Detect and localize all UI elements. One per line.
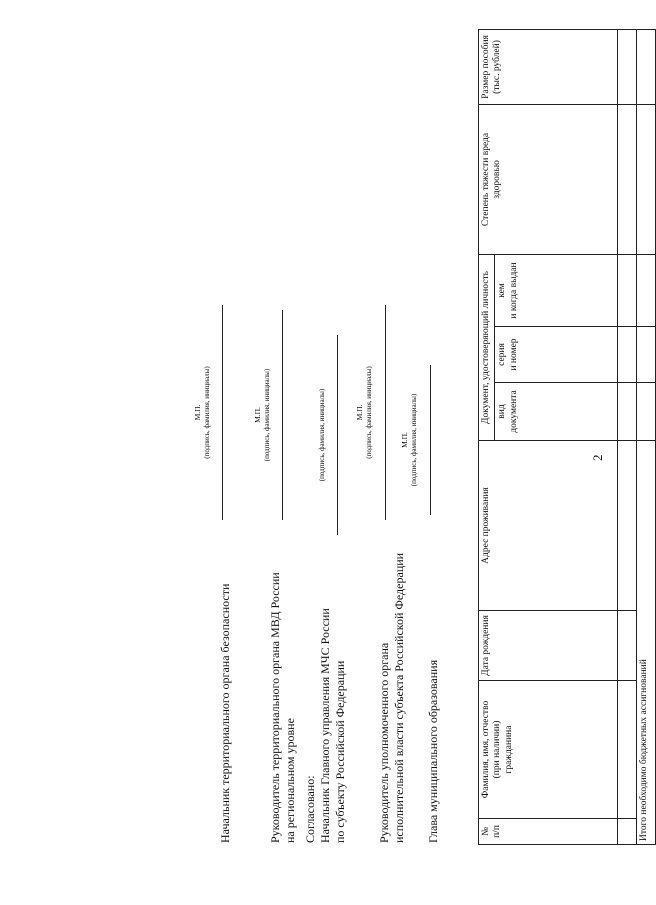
stamp-mark: М.П. xyxy=(355,404,364,421)
header-doc-issued: кем и когда выдан xyxy=(495,254,618,326)
authorized-official-label-1: Руководитель уполномоченного органа xyxy=(377,642,391,843)
header-document: Документ, удостоверяющий личность xyxy=(479,254,495,440)
stamp-mark: М.П. xyxy=(400,432,409,448)
stamp-mark: М.П. xyxy=(193,404,202,421)
mchs-label-1: Начальник Главного управления МЧС России xyxy=(318,608,332,843)
signature-line xyxy=(337,335,338,535)
stamp-mark: М.П. xyxy=(253,407,262,423)
header-name: Фамилия, имя, отчество (при наличии) гражданина xyxy=(479,681,618,819)
header-severity: Степень тяжести вреда здоровью xyxy=(479,104,618,254)
agreed-label: Согласовано: xyxy=(303,775,317,843)
security-label: Начальник территориального органа безопасности xyxy=(218,583,232,843)
signature-line xyxy=(222,305,223,520)
total-row xyxy=(637,29,656,844)
header-amount: Размер пособия (тыс. рублей) xyxy=(479,29,618,104)
signature-caption: (подпись, фамилия, инициалы) xyxy=(410,393,418,487)
header-doc-series: серия и номер xyxy=(495,327,618,383)
mvd-label-1: Руководитель территориального органа МВД России xyxy=(268,572,282,843)
signature-caption: (подпись, фамилия, инициалы) xyxy=(263,368,271,462)
header-address: Адрес проживания xyxy=(479,441,618,611)
authorized-official-label-2: исполнительной власти субъекта Российской Федерации xyxy=(392,552,406,843)
signature-caption: (подпись, фамилия, инициалы) xyxy=(318,388,326,482)
signature-caption: (подпись, фамилия, инициалы) xyxy=(203,366,211,459)
mvd-label-2: на региональном уровне xyxy=(283,718,297,843)
signature-line xyxy=(430,365,431,515)
citizens-table xyxy=(478,29,656,845)
signature-caption: (подпись, фамилия, инициалы) xyxy=(365,366,373,459)
total-label: Итого необходимо бюджетных ассигнований xyxy=(637,441,656,845)
header-doc-type: вид документа xyxy=(495,383,618,441)
header-birth-date: Дата рождения xyxy=(479,611,618,681)
header-row-1 xyxy=(479,29,495,844)
signature-line xyxy=(385,305,386,520)
mchs-label-2: по субъекту Российской Федерации xyxy=(333,660,347,843)
page-number: 2 xyxy=(590,454,605,461)
table-row xyxy=(618,29,637,844)
signature-line xyxy=(282,310,283,520)
head-municipal-label: Глава муниципального образования xyxy=(426,659,440,843)
header-num: № п/п xyxy=(479,819,618,845)
